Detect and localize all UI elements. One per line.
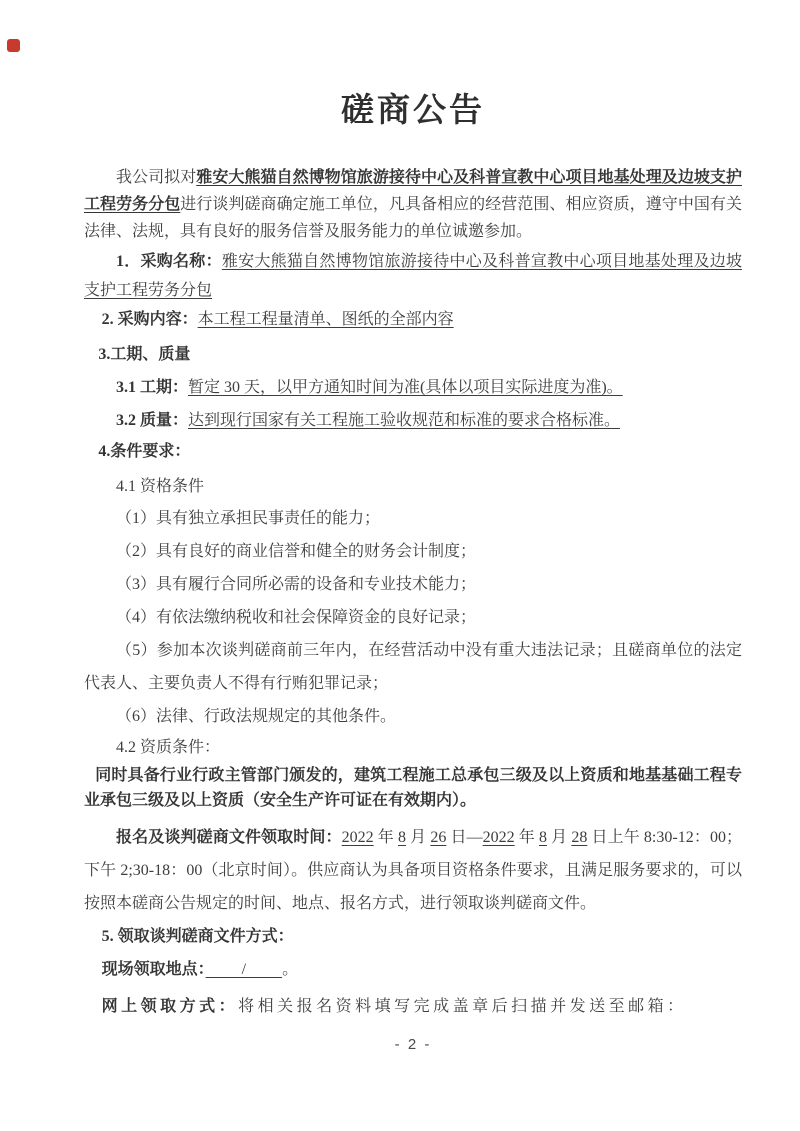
qualification-paragraph <box>84 763 742 813</box>
condition-3 <box>84 568 742 601</box>
condition-1 <box>84 502 742 535</box>
condition-6 <box>84 700 742 733</box>
text-run: 报名及谈判磋商文件领取时间： <box>116 829 342 846</box>
text-run: 月 <box>546 829 572 846</box>
text-run: 年 <box>373 829 399 846</box>
item-3-1-duration <box>84 373 742 402</box>
text-run: 28 <box>571 829 588 846</box>
text-run: 2. 采购内容： <box>101 311 198 328</box>
text-run: 1．采购名称： <box>116 253 222 270</box>
text-run: （6）法律、行政法规规定的其他条件。 <box>116 708 397 725</box>
text-run: 将相关报名资料填写完成盖章后扫描并发送至邮箱： <box>238 998 687 1015</box>
text-run: 8 <box>538 829 547 846</box>
condition-5 <box>84 634 742 700</box>
item-4-requirements <box>84 437 742 466</box>
text-run: （1）具有独立承担民事责任的能力； <box>116 510 381 527</box>
text-run: 4.2 资质条件： <box>116 739 221 756</box>
intro-paragraph <box>84 164 742 245</box>
text-run: （4）有依法缴纳税收和社会保障资金的良好记录； <box>116 609 477 626</box>
text-run: 日上午 8:30-12：00；下午 2;30-18：00（北京时间）。供应商认为具备项目资格条件要求，且满足服务要求的，可以按照本磋商公告规定的时间、地点、报名方式，进行领取谈判磋商文件。 <box>84 829 742 912</box>
text-run: 2022 <box>341 829 374 846</box>
text-run: 2022 <box>482 829 515 846</box>
text-run: 4.条件要求： <box>98 443 191 460</box>
text-run: 同时具备行业行政主管部门颁发的，建筑工程施工总承包三级及以上资质和地基基础工程专业承包三级及以上资质（安全生产许可证在有效期内）。 <box>84 767 742 809</box>
text-run: / <box>205 961 283 978</box>
item-3-2-quality <box>84 406 742 435</box>
text-run: 现场领取地点： <box>101 961 206 978</box>
text-run: 本工程工程量清单、图纸的全部内容 <box>197 311 454 328</box>
signup-time-paragraph <box>84 821 742 920</box>
condition-2 <box>84 535 742 568</box>
text-run: 日— <box>446 829 483 846</box>
item-2-purchase-content <box>84 305 742 334</box>
section-4-2-title <box>84 733 742 763</box>
text-run: 雅安大熊猫自然博物馆旅游接待中心及科普宣教中心项目地基处理及边坡支护工程劳务分包 <box>84 169 742 213</box>
online-pickup-method <box>84 990 742 1024</box>
document-title: 磋商公告 <box>341 90 485 129</box>
page-number: - 2 - <box>394 1036 432 1053</box>
text-run: 3.2 质量： <box>116 412 189 429</box>
item-3-duration-quality <box>84 340 742 369</box>
text-run: 5. 领取谈判磋商文件方式： <box>101 928 294 945</box>
text-run: （3）具有履行合同所必需的设备和专业技术能力； <box>116 576 477 593</box>
text-run: 我公司拟对 <box>116 169 197 186</box>
text-run: 4.1 资格条件 <box>116 478 205 495</box>
text-run: 进行谈判磋商确定施工单位，凡具备相应的经营范围、相应资质，遵守中国有关法律、法规，具有良好的服务信誉及服务能力的单位诚邀参加。 <box>84 196 742 240</box>
text-run: 年 <box>514 829 539 846</box>
condition-4 <box>84 601 742 634</box>
section-4-1-title <box>84 472 742 502</box>
text-run: 暂定 30 天，以甲方通知时间为准(具体以项目实际进度为准)。 <box>188 379 623 396</box>
onsite-pickup-location <box>84 953 742 986</box>
text-run: 达到现行国家有关工程施工验收规范和标准的要求合格标准。 <box>188 412 621 429</box>
text-run: （2）具有良好的商业信誉和健全的财务会计制度； <box>116 543 477 560</box>
text-run: 月 <box>406 829 431 846</box>
item-1-purchase-name <box>84 247 742 305</box>
item-5-obtain-method <box>84 920 742 953</box>
text-run: 雅安大熊猫自然博物馆旅游接待中心及科普宣教中心项目地基处理及边坡支护工程劳务分包 <box>84 253 742 299</box>
text-run: （5）参加本次谈判磋商前三年内，在经营活动中没有重大违法记录；且磋商单位的法定代表人、主要负责人不得有行贿犯罪记录； <box>84 642 742 692</box>
text-run: 。 <box>282 961 299 978</box>
red-marker-icon <box>7 39 20 52</box>
text-run: 26 <box>430 829 447 846</box>
text-run: 3.工期、质量 <box>98 346 191 363</box>
text-run: 网上领取方式： <box>101 998 239 1015</box>
text-run: 8 <box>398 829 407 846</box>
text-run: 3.1 工期： <box>116 379 189 396</box>
